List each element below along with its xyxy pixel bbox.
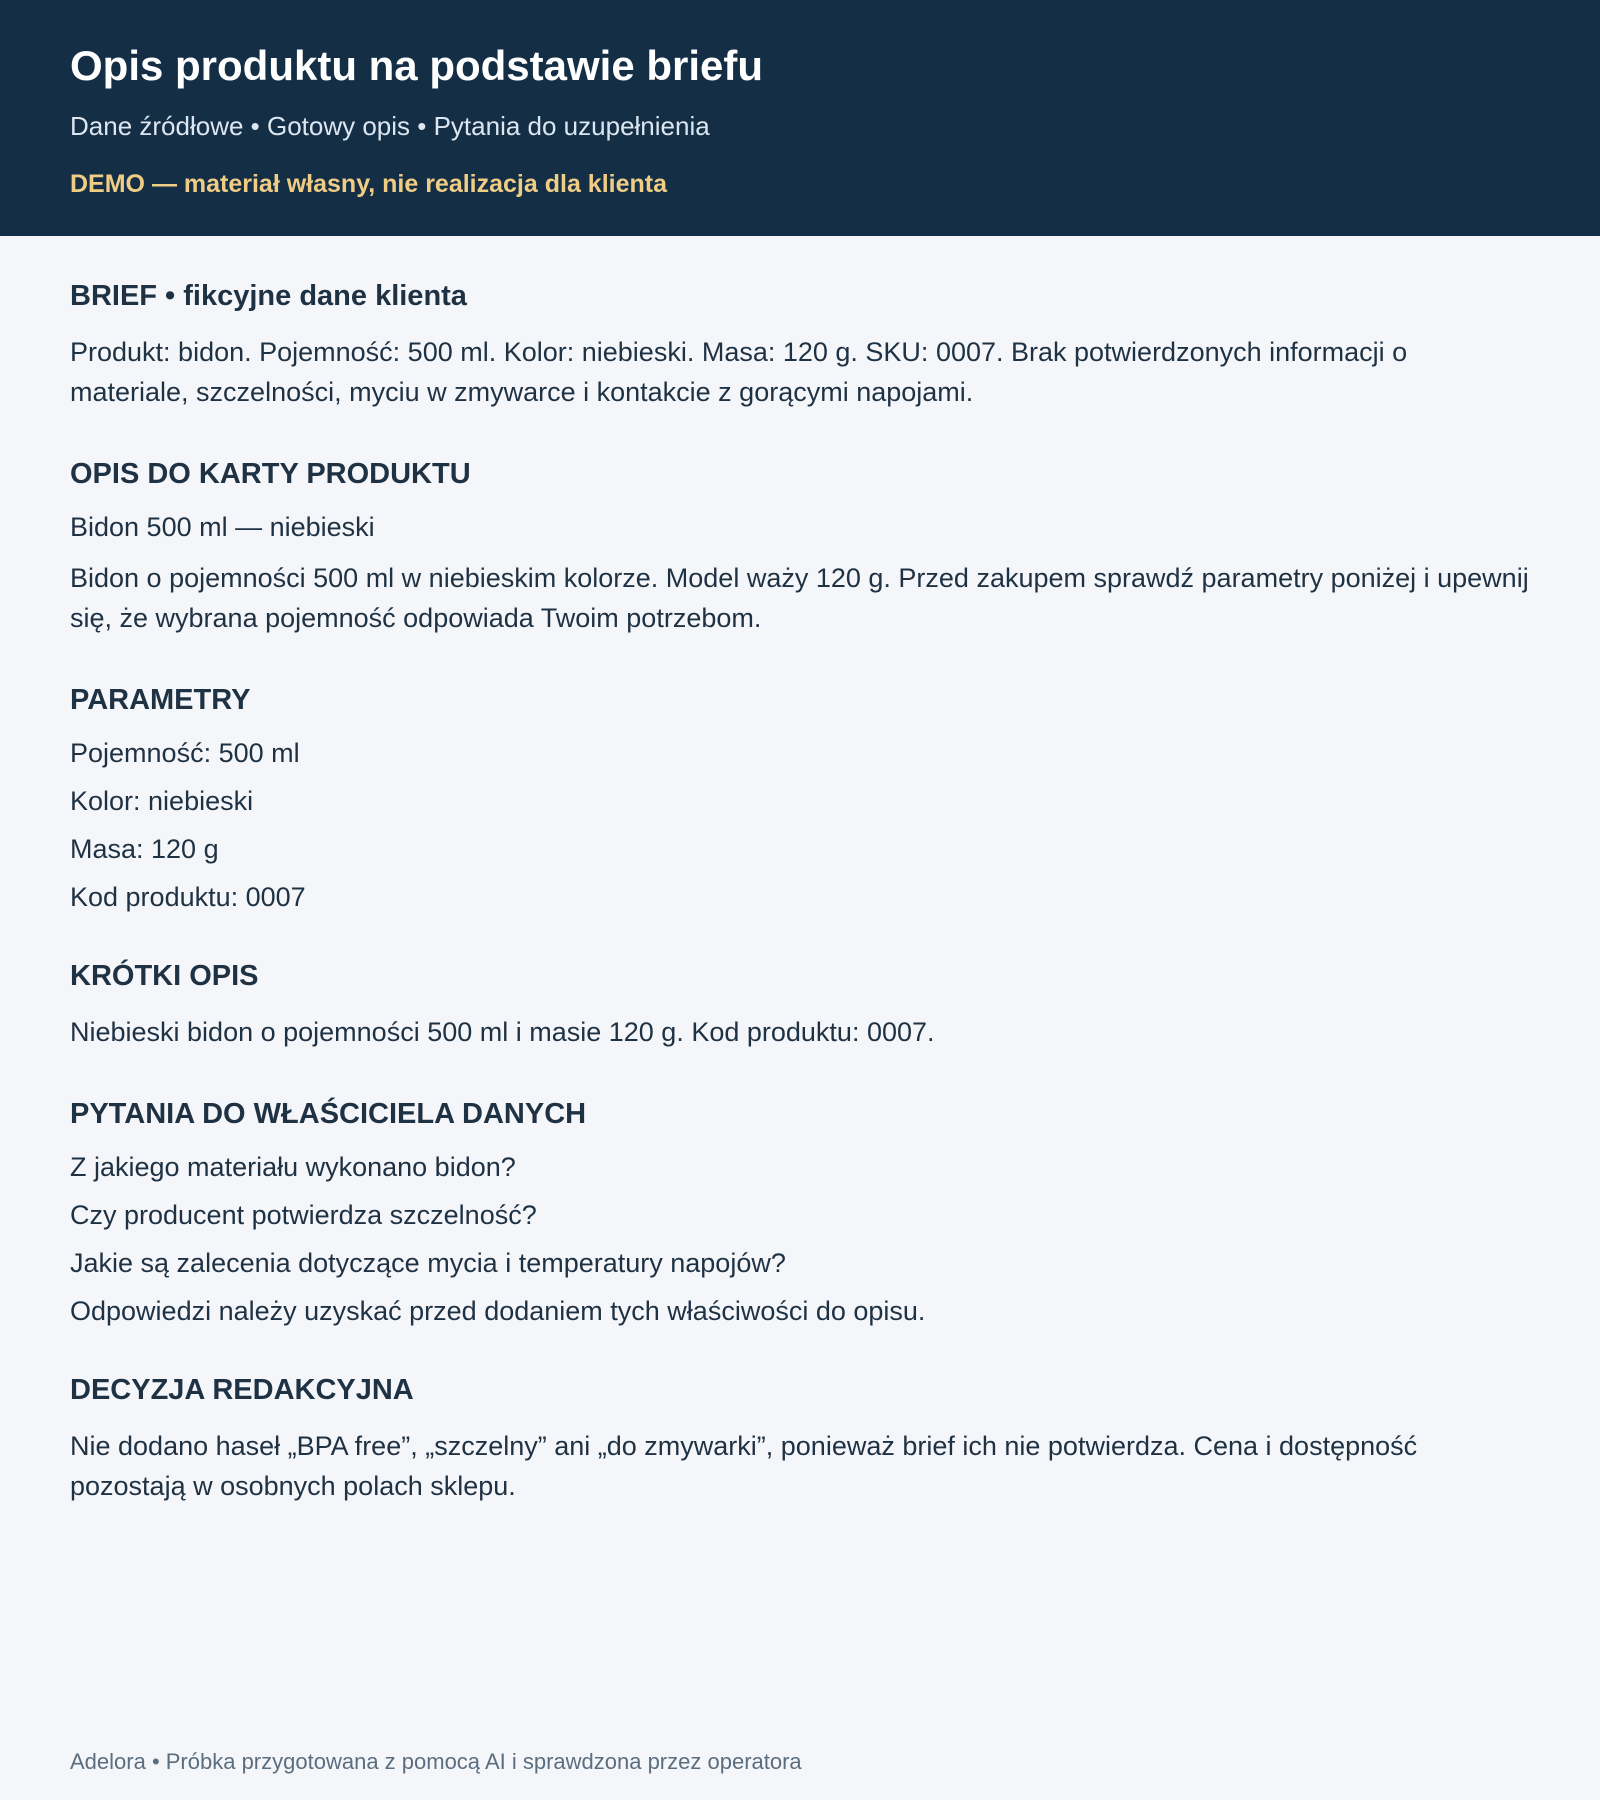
question-item: Odpowiedzi należy uzyskać przed dodaniem tych właściwości do opisu. (70, 1296, 926, 1326)
question-item: Czy producent potwierdza szczelność? (70, 1200, 537, 1230)
short-description-section (70, 958, 1530, 1052)
question-item: Z jakiego materiału wykonano bidon? (70, 1152, 516, 1182)
brief-heading: BRIEF • fikcyjne dane klienta (70, 280, 467, 312)
page-header (0, 0, 1600, 236)
parameters-section (70, 682, 1530, 914)
demo-note: DEMO — materiał własny, nie realizacja dla klienta (70, 170, 667, 198)
product-name: Bidon 500 ml — niebieski (70, 512, 375, 542)
parameter-item: Pojemność: 500 ml (70, 738, 300, 768)
editorial-decision-heading: DECYZJA REDAKCYJNA (70, 1374, 414, 1406)
page-footer: Adelora • Próbka przygotowana z pomocą AI i sprawdzona przez operatora (70, 1749, 802, 1774)
question-item: Jakie są zalecenia dotyczące mycia i temperatury napojów? (70, 1248, 786, 1278)
parameter-item: Masa: 120 g (70, 834, 219, 864)
parameter-item: Kod produktu: 0007 (70, 882, 306, 912)
short-description-heading: KRÓTKI OPIS (70, 960, 259, 992)
product-card-heading: OPIS DO KARTY PRODUKTU (70, 458, 471, 490)
page-subtitle: Dane źródłowe • Gotowy opis • Pytania do uzupełnienia (70, 111, 710, 141)
editorial-decision-section (70, 1372, 1530, 1506)
parameters-heading: PARAMETRY (70, 684, 251, 716)
product-description: Bidon o pojemności 500 ml w niebieskim kolorze. Model waży 120 g. Przed zakupem sprawdź parametry poniżej i upewnij się, że wybrana pojemność odpowiada Twoim potrzebom. (70, 563, 1529, 633)
main-content (0, 236, 1600, 1506)
brief-section (70, 278, 1530, 412)
short-description-text: Niebieski bidon o pojemności 500 ml i masie 120 g. Kod produktu: 0007. (70, 1017, 935, 1047)
brief-text: Produkt: bidon. Pojemność: 500 ml. Kolor: niebieski. Masa: 120 g. SKU: 0007. Brak potwierdzonych informacji o materiale, szczelności, myciu w zmywarce i kontakcie z gorącymi napojami. (70, 337, 1408, 407)
parameter-item: Kolor: niebieski (70, 786, 254, 816)
questions-section (70, 1096, 1530, 1328)
page-title: Opis produktu na podstawie briefu (70, 42, 764, 89)
editorial-decision-text: Nie dodano haseł „BPA free”, „szczelny” ani „do zmywarki”, ponieważ brief ich nie potwierdza. Cena i dostępność pozostają w osobnych polach sklepu. (70, 1431, 1418, 1501)
product-card-section (70, 456, 1530, 638)
questions-heading: PYTANIA DO WŁAŚCICIELA DANYCH (70, 1098, 587, 1130)
